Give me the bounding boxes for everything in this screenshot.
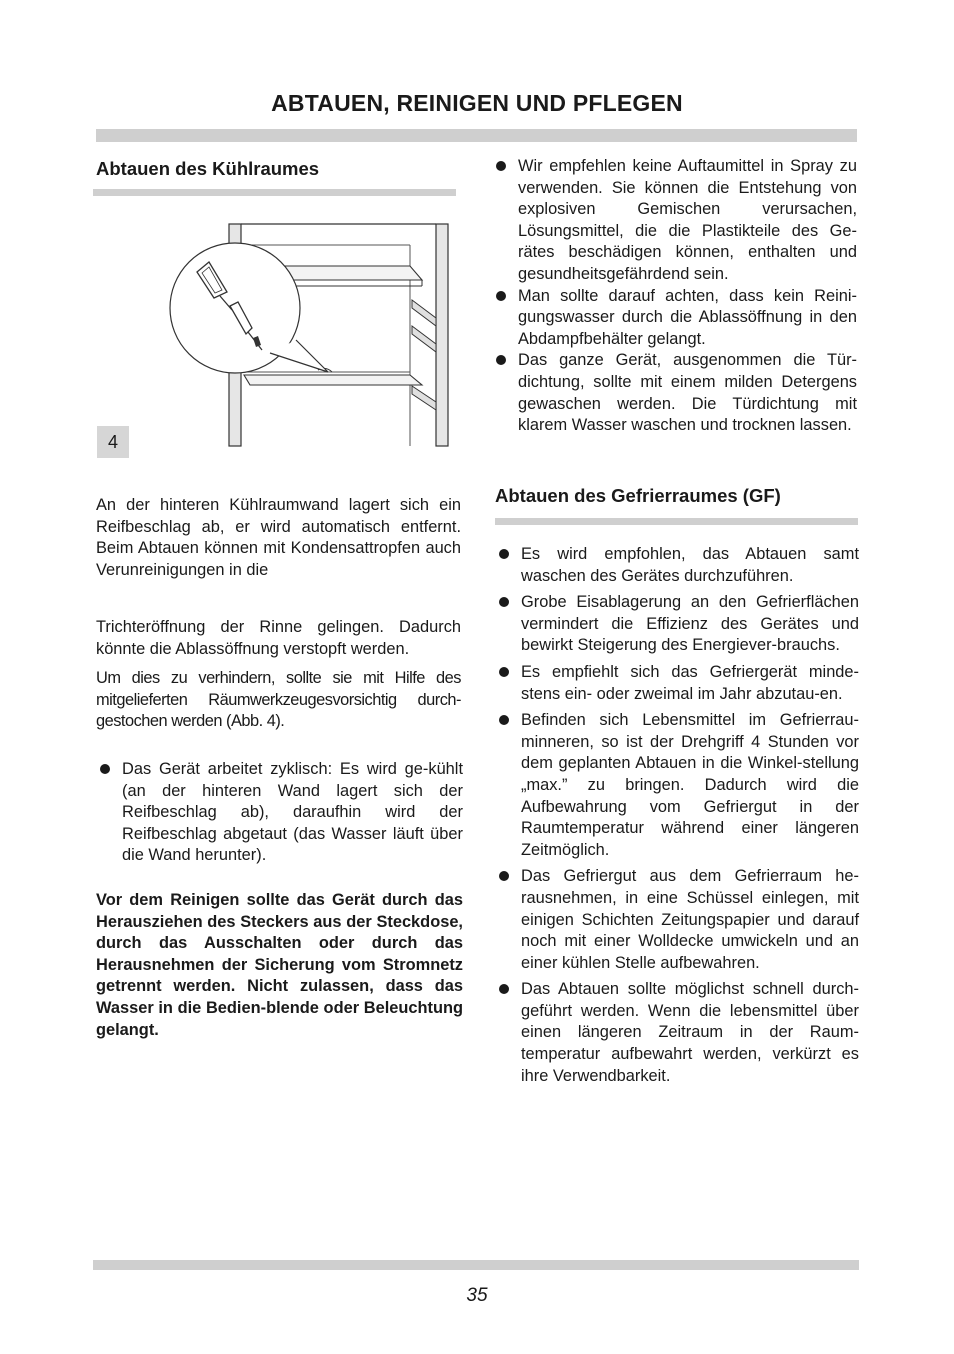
footer-rule xyxy=(93,1260,859,1270)
upper-shelf xyxy=(252,266,422,280)
bullet-icon xyxy=(100,764,110,774)
list-item: Es empfiehlt sich das Gefriergerät minde-stens ein- oder zweimal im Jahr abzutau-en. xyxy=(521,662,859,705)
section-heading-freezer: Abtauen des Gefrierraumes (GF) xyxy=(495,485,781,506)
tool-handle xyxy=(197,262,227,298)
bullet-icon xyxy=(499,667,509,677)
tool-blade xyxy=(230,302,252,334)
list-item: Befinden sich Lebensmittel im Gefrierrau-minneren, so ist der Drehgriff 4 Stunden vor dem geplanten Abtauen in die Winkel-stellung „max.” zu bringen. Dadurch wird die Aufbewahrung vom Gefriergut in der Raumtemperatur während einer längeren Zeitmöglich. xyxy=(521,710,859,861)
bullet-icon xyxy=(499,871,509,881)
bullet-icon xyxy=(499,715,509,725)
list-item: Das Gerät arbeitet zyklisch: Es wird ge-kühlt (an der hinteren Wand lagert sich der Reifbeschlag ab), daraufhin wird der Reifbeschlag abgetaut (das Wasser läuft über die Wand herunter). xyxy=(122,759,463,867)
figure-number: 4 xyxy=(97,426,129,458)
section-heading-fridge: Abtauen des Kühlraumes xyxy=(96,158,320,179)
shelf-rail-2 xyxy=(412,326,436,352)
zoom-callout-circle xyxy=(170,243,300,373)
bullet-icon xyxy=(499,984,509,994)
zoom-callout-pointer xyxy=(270,340,328,372)
fridge-left-wall xyxy=(229,224,241,446)
list-item: Grobe Eisablagerung an den Gefrierflächen vermindert die Effizienz des Gerätes und bewirkt Steigerung des Energiever-brauchs. xyxy=(521,592,859,657)
list-item: Wir empfehlen keine Auftaumittel in Spray zu verwenden. Sie können die Entstehung von explosiven Gemischen verursachen, Lösungsmittel, die die Plastikteile des Ge-rätes beschädigen können, enthalten und gesundheitsgefährdend sein. xyxy=(518,156,857,286)
shelf-rail-1 xyxy=(412,300,436,326)
bullet-icon xyxy=(499,597,509,607)
section-rule-freezer xyxy=(495,518,858,525)
bullet-icon xyxy=(496,161,506,171)
shelf-rail-3 xyxy=(412,386,436,410)
safety-warning: Vor dem Reinigen sollte das Gerät durch das Herausziehen des Steckers aus der Steckdose, durch das Ausschalten oder durch das Herausnehmen der Sicherung vom Stromnetz getrennt werden. Nicht zulassen, dass das Wasser in die Bedien-blende oder Beleuchtung gelangt. xyxy=(96,891,463,1039)
lower-shelf xyxy=(244,375,422,385)
list-item: Es wird empfohlen, das Abtauen samt waschen des Gerätes durchzuführen. xyxy=(521,544,859,587)
drain-opening xyxy=(318,368,332,372)
title-rule xyxy=(96,129,857,142)
bullet-icon xyxy=(499,549,509,559)
list-item: Das Abtauen sollte möglichst schnell durch-geführt werden. Wenn die lebensmittel über einen längeren Zeitraum in der Raum-temperatur aufbewahrt werden, verkürzt es ihre Verwendbarkeit. xyxy=(521,979,859,1087)
paragraph-2: Trichteröffnung der Rinne gelingen. Dadurch könnte die Ablassöffnung verstopft werden. xyxy=(96,618,461,658)
right-bullet-list-bottom xyxy=(521,544,859,1087)
paragraph-1: An der hinteren Kühlraumwand lagert sich ein Reifbeschlag ab, er wird automatisch entfernt. Beim Abtauen können mit Kondensattropfen auch Verunreinigungen in die xyxy=(96,496,461,579)
list-item: Das ganze Gerät, ausgenommen die Tür-dichtung, sollte mit einem milden Detergens gewaschen werden. Die Türdichtung mit klarem Wasser waschen und trocknen lassen. xyxy=(518,350,857,436)
paragraph-3: Um dies zu verhindern, sollte sie mit Hilfe des mitgelieferten Räumwerkzeugesvorsichtig durch-gestochen werden (Abb. 4). xyxy=(96,669,461,731)
left-bullet-list xyxy=(122,759,463,867)
bullet-icon xyxy=(496,291,506,301)
bullet-icon xyxy=(496,355,506,365)
right-bullet-list-top xyxy=(518,156,857,437)
list-item: Das Gefriergut aus dem Gefrierraum he-rausnehmen, in eine Schüssel einlegen, mit einigen Schichten Zeitungspapier und darauf noch mit einer Wolldecke umwickeln und an einer kühlen Stelle aufbewahren. xyxy=(521,866,859,974)
section-rule-fridge xyxy=(93,189,456,196)
page-title: ABTAUEN, REINIGEN UND PFLEGEN xyxy=(271,90,683,116)
list-item: Man sollte darauf achten, dass kein Reini-gungswasser durch die Ablassöffnung in den Abdampfbehälter gelangt. xyxy=(518,286,857,351)
page-number: 35 xyxy=(466,1285,488,1306)
fridge-right-wall xyxy=(436,224,448,446)
